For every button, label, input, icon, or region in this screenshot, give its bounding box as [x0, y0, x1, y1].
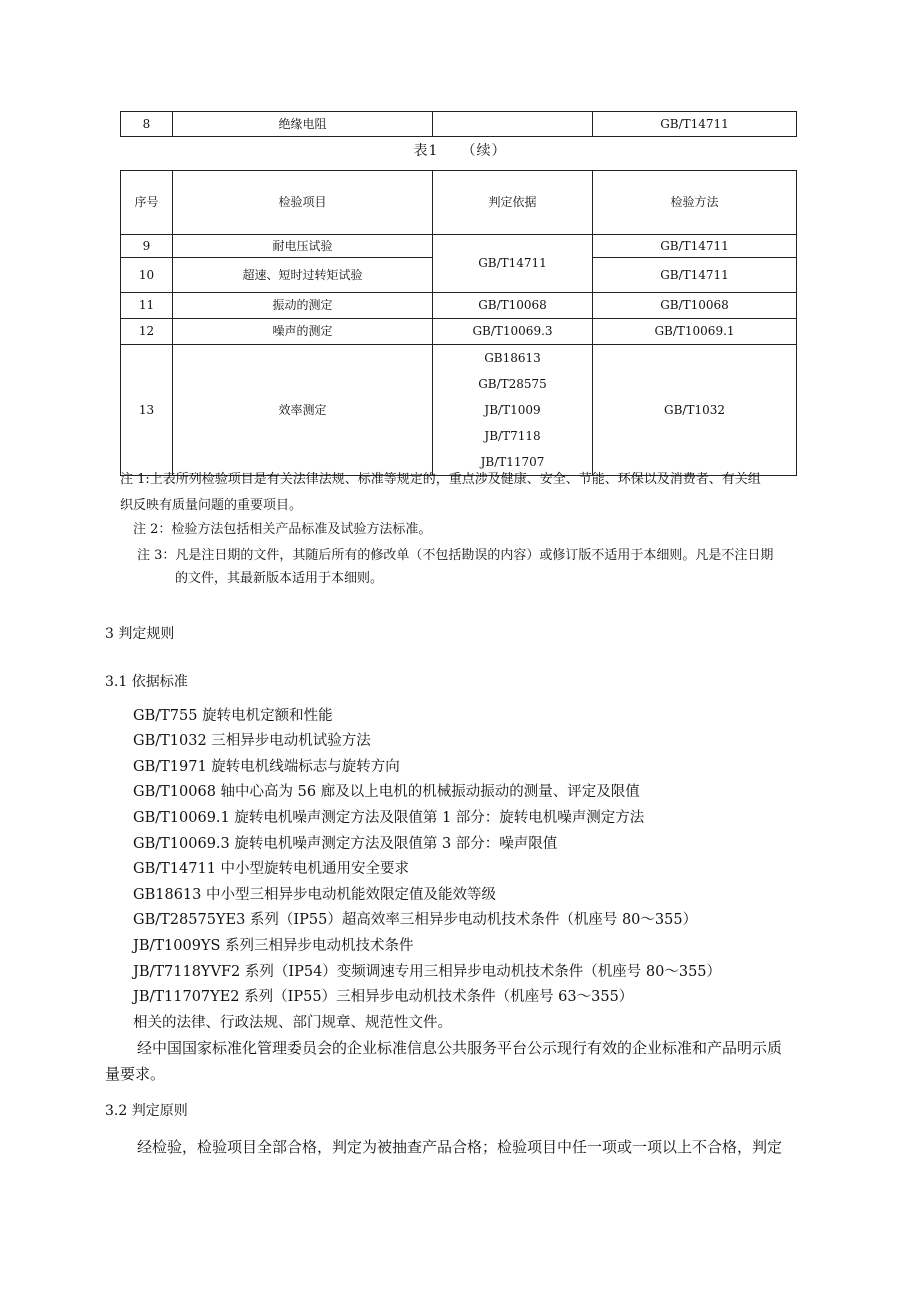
table-row	[121, 319, 797, 345]
cell-item: 超速、短时过转矩试验	[173, 258, 433, 293]
standard-item: GB18613 中小型三相异步电动机能效限定值及能效等级	[133, 887, 496, 903]
cell-no: 9	[121, 235, 173, 258]
standard-item: GB/T28575YE3 系列（IP55）超高效率三相异步电动机技术条件（机座号 80～355）	[133, 912, 698, 928]
cell-method: GB/T14711	[593, 112, 797, 137]
cell-basis-merged: GB/T14711	[433, 235, 593, 293]
cell-method: GB/T14711	[593, 258, 797, 293]
paragraph-1-line-1: 经中国国家标准化管理委员会的企业标准信息公共服务平台公示现行有效的企业标准和产品明示质	[137, 1039, 783, 1057]
cell-no: 11	[121, 293, 173, 319]
cell-basis: GB/T10068	[433, 293, 593, 319]
standard-item: 相关的法律、行政法规、部门规章、规范性文件。	[133, 1015, 452, 1031]
section-3-1-heading: 3.1 依据标准	[105, 674, 188, 690]
table-caption: 表1 （续）	[413, 143, 507, 159]
cell-method: GB/T10069.1	[593, 319, 797, 345]
table-row	[121, 293, 797, 319]
cell-item: 效率测定	[173, 345, 433, 476]
note-3-line-2: 的文件，其最新版本适用于本细则。	[175, 571, 384, 586]
cell-no: 10	[121, 258, 173, 293]
standard-item: GB/T10068 轴中心高为 56 廊及以上电机的机械振动振动的测量、评定及限值	[133, 784, 640, 800]
standard-item: JB/T7118YVF2 系列（IP54）变频调速专用三相异步电动机技术条件（机座号 80～355）	[133, 964, 722, 980]
cell-item: 噪声的测定	[173, 319, 433, 345]
table-row	[121, 235, 797, 258]
cell-item: 振动的测定	[173, 293, 433, 319]
cell-no: 8	[121, 112, 173, 137]
basis-line: GB/T28575	[478, 377, 547, 391]
note-2: 注 2：检验方法包括相关产品标准及试验方法标准。	[133, 522, 432, 537]
cell-basis-list	[433, 345, 593, 476]
standard-item: GB/T14711 中小型旋转电机通用安全要求	[133, 861, 410, 877]
cell-item: 耐电压试验	[173, 235, 433, 258]
note-3-line-1: 注 3：凡是注日期的文件，其随后所有的修改单（不包括勘误的内容）或修订版不适用于本细则。凡是不注日期	[137, 548, 774, 563]
header-basis: 判定依据	[433, 171, 593, 235]
cell-no: 12	[121, 319, 173, 345]
standard-item: GB/T10069.1 旋转电机噪声测定方法及限值第 1 部分：旋转电机噪声测定方法	[133, 810, 645, 826]
table-continuation-top	[120, 111, 797, 137]
section-3-2-heading: 3.2 判定原则	[105, 1103, 188, 1119]
standard-item: GB/T10069.3 旋转电机噪声测定方法及限值第 3 部分：噪声限值	[133, 836, 558, 852]
cell-basis: GB/T10069.3	[433, 319, 593, 345]
cell-basis	[433, 112, 593, 137]
header-item: 检验项目	[173, 171, 433, 235]
cell-item: 绝缘电阻	[173, 112, 433, 137]
header-method: 检验方法	[593, 171, 797, 235]
basis-line: JB/T1009	[484, 403, 541, 417]
cell-method: GB/T1032	[593, 345, 797, 476]
inspection-table	[120, 170, 797, 476]
standard-item: JB/T11707YE2 系列（IP55）三相异步电动机技术条件（机座号 63～355）	[133, 989, 634, 1005]
note-1-line-1: 注 1:上表所列检验项目是有关法律法规、标准等规定的，重点涉及健康、安全、节能、环保以及消费者、有关组	[120, 472, 761, 487]
standard-item: JB/T1009YS 系列三相异步电动机技术条件	[133, 938, 414, 954]
note-1-line-2: 织反映有质量问题的重要项目。	[120, 498, 303, 513]
cell-method: GB/T10068	[593, 293, 797, 319]
table-header-row	[121, 171, 797, 235]
section-3-heading: 3 判定规则	[105, 626, 175, 642]
standard-item: GB/T1971 旋转电机线端标志与旋转方向	[133, 759, 400, 775]
paragraph-2: 经检验，检验项目全部合格，判定为被抽查产品合格；检验项目中任一项或一项以上不合格，判定	[137, 1138, 783, 1156]
standard-item: GB/T755 旋转电机定额和性能	[133, 708, 333, 724]
standard-item: GB/T1032 三相异步电动机试验方法	[133, 733, 371, 749]
table-row	[121, 345, 797, 476]
basis-line: JB/T11707	[480, 455, 545, 469]
cell-method: GB/T14711	[593, 235, 797, 258]
header-no: 序号	[121, 171, 173, 235]
paragraph-1-line-2: 量要求。	[105, 1065, 166, 1083]
table-row	[121, 112, 797, 137]
basis-line: GB18613	[484, 351, 541, 365]
cell-no: 13	[121, 345, 173, 476]
basis-line: JB/T7118	[484, 429, 541, 443]
